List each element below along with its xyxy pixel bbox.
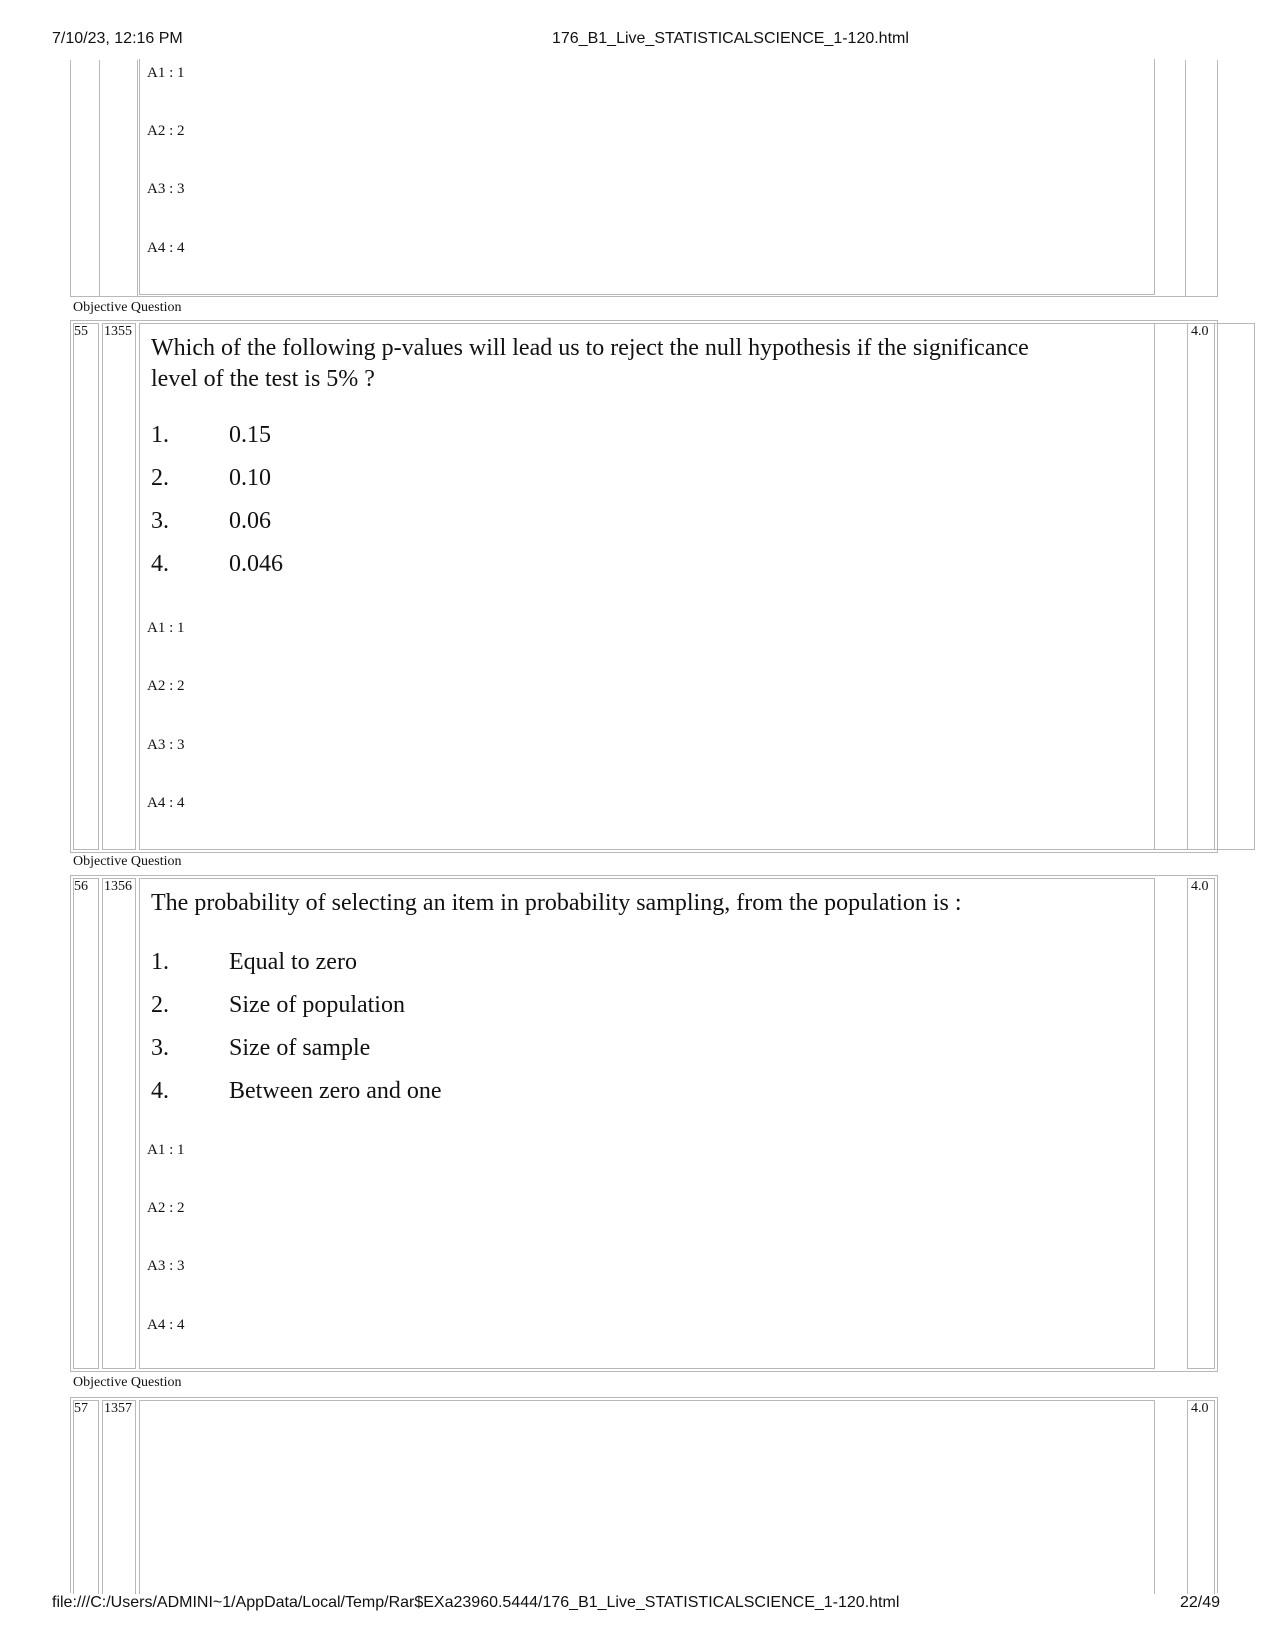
answer-label: A4 : 4	[147, 1317, 185, 1333]
option-number: 2.	[151, 992, 169, 1018]
option-text: Size of population	[229, 992, 405, 1018]
option-number: 2.	[151, 465, 169, 491]
option-number: 1.	[151, 422, 169, 448]
question-marks: 4.0	[1191, 324, 1209, 339]
page-number: 22/49	[1180, 1594, 1221, 1611]
answer-label: A1 : 1	[147, 1142, 185, 1158]
question-marks: 4.0	[1191, 879, 1209, 894]
question-text: Which of the following p-values will lead us to reject the null hypothesis if the significance level of the test is 5% ?	[151, 335, 1029, 392]
print-file-path: file:///C:/Users/ADMINI~1/AppData/Local/Temp/Rar$EXa23960.5444/176_B1_Live_STATISTICALSCIENCE_1-120.html	[52, 1594, 900, 1611]
question-serial: 56	[74, 879, 88, 894]
option-text: Equal to zero	[229, 949, 357, 975]
question-55-row	[70, 320, 1218, 853]
question-marks: 4.0	[1191, 1401, 1209, 1416]
option-text: 0.06	[229, 508, 271, 534]
option-text: 0.10	[229, 465, 271, 491]
section-label: Objective Question	[73, 854, 182, 869]
option-text: 0.15	[229, 422, 271, 448]
question-57-row	[70, 1397, 1218, 1593]
answer-label: A2 : 2	[147, 678, 185, 694]
option-number: 4.	[151, 1078, 169, 1104]
option-text: Between zero and one	[229, 1078, 442, 1104]
print-datetime: 7/10/23, 12:16 PM	[52, 30, 183, 47]
option-text: Size of sample	[229, 1035, 371, 1061]
question-54-continuation	[70, 60, 1218, 297]
section-label: Objective Question	[73, 1375, 182, 1390]
print-title: 176_B1_Live_STATISTICALSCIENCE_1-120.html	[552, 30, 909, 47]
option-number: 4.	[151, 551, 169, 577]
option-text: 0.046	[229, 551, 283, 577]
answer-label: A4 : 4	[147, 240, 185, 256]
answer-label: A3 : 3	[147, 737, 185, 753]
answer-label: A1 : 1	[147, 65, 185, 81]
question-id: 1356	[104, 879, 132, 894]
option-number: 1.	[151, 949, 169, 975]
answer-label: A3 : 3	[147, 181, 185, 197]
answer-label: A2 : 2	[147, 123, 185, 139]
question-id: 1355	[104, 324, 132, 339]
question-serial: 57	[74, 1401, 88, 1416]
question-text: The probability of selecting an item in probability sampling, from the population is :	[151, 890, 962, 916]
option-number: 3.	[151, 508, 169, 534]
question-serial: 55	[74, 324, 88, 339]
answer-label: A4 : 4	[147, 795, 185, 811]
question-id: 1357	[104, 1401, 132, 1416]
answer-label: A2 : 2	[147, 1200, 185, 1216]
option-number: 3.	[151, 1035, 169, 1061]
answer-label: A1 : 1	[147, 620, 185, 636]
section-label: Objective Question	[73, 300, 182, 315]
answer-label: A3 : 3	[147, 1258, 185, 1274]
